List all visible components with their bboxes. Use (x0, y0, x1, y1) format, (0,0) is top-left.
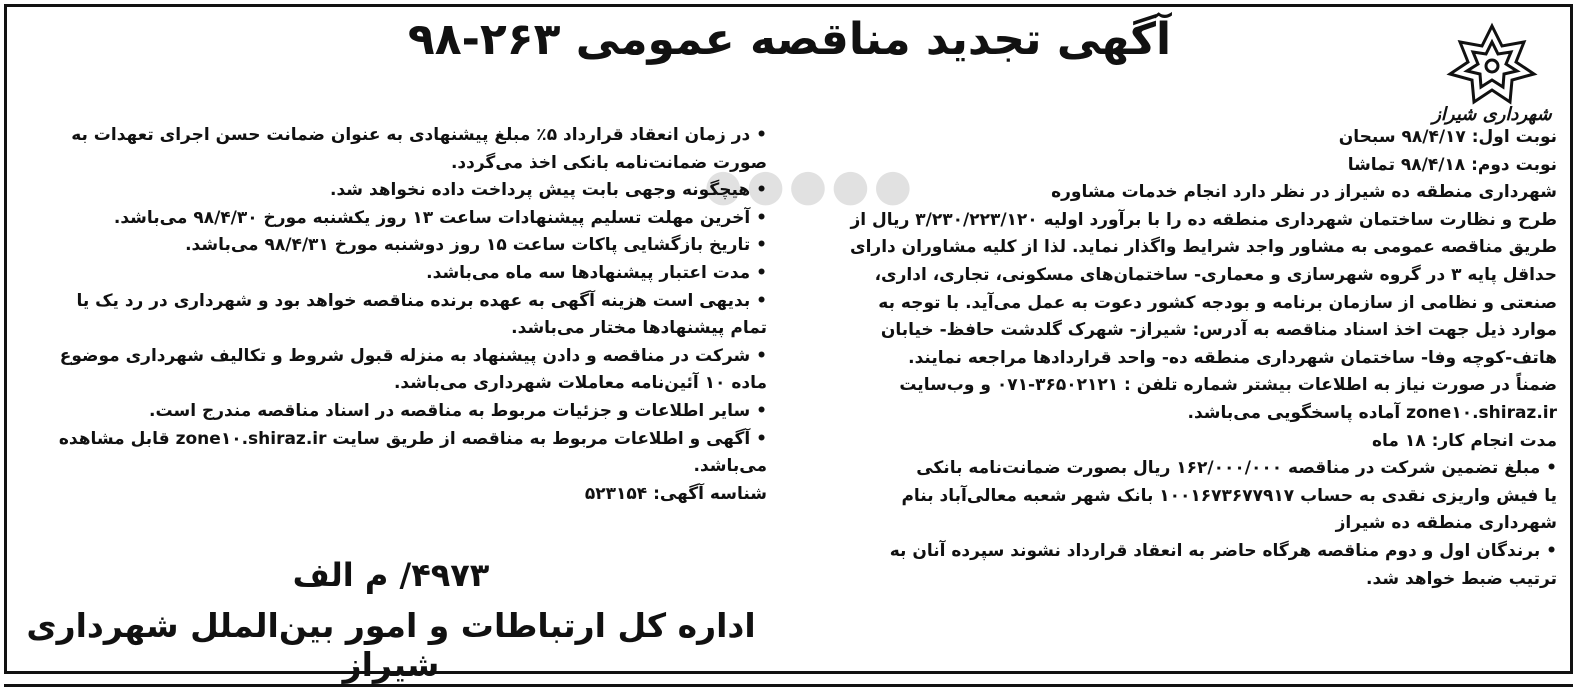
notice-id: شناسه آگهی: ۵۲۳۱۵۴ (584, 483, 767, 504)
condition-line: • بدیهی است هزینه آگهی به عهده برنده مناقصه خواهد بود و شهرداری در رد یک یا (76, 290, 767, 311)
second-publication-line: نوبت دوم: ۹۸/۴/۱۸ تماشا (1347, 154, 1557, 175)
body-line: ضمناً در صورت نیاز به اطلاعات بیشتر شماره تلفن : ۳۶۵۰۲۱۲۱-۰۷۱ و وب‌سایت (899, 375, 1557, 396)
website-line: • آگهی و اطلاعات مربوط به مناقصه از طریق سایت zone۱۰.shiraz.ir قابل مشاهده (58, 428, 767, 449)
office-name: اداره کل ارتباطات و امور بین‌الملل شهرداری شیراز (26, 606, 756, 684)
condition-line: • هیچگونه وجهی بابت پیش پرداخت داده نخواهد شد. (330, 180, 767, 201)
winners-line: • برندگان اول و دوم مناقصه هرگاه حاضر به انعقاد قرارداد نشوند سپرده آنان به (889, 540, 1557, 561)
body-line: هاتف-کوچه وفا- ساختمان شهرداری منطقه ده- واحد قراردادها مراجعه نمایند. (908, 347, 1557, 368)
guarantee-line: • مبلغ تضمین شرکت در مناقصه ۱۶۲/۰۰۰/۰۰۰ ریال بصورت ضمانت‌نامه بانکی (916, 458, 1557, 479)
condition-line: • تاریخ بازگشایی پاکات ساعت ۱۵ روز دوشنبه مورخ ۹۸/۴/۳۱ می‌باشد. (185, 235, 767, 256)
body-line: zone۱۰.shiraz.ir آماده پاسخگویی می‌باشد. (1187, 402, 1557, 423)
condition-line: • شرکت در مناقصه و دادن پیشنهاد به منزله قبول شروط و تکالیف شهرداری موضوع (59, 345, 767, 366)
condition-line: • سایر اطلاعات و جزئیات مربوط به مناقصه در اسناد مناقصه مندرج است. (149, 400, 767, 421)
logo-text: شهرداری شیراز (1432, 104, 1552, 125)
body-line: حداقل پایه ۳ در گروه شهرسازی و معماری- ساختمان‌های مسکونی، تجاری، اداری، (874, 264, 1557, 285)
condition-line: • مدت اعتبار پیشنهادها سه ماه می‌باشد. (426, 262, 767, 283)
reference-number: ۴۹۷۳/ م الف (292, 556, 490, 594)
signature-block (15, 556, 767, 684)
body-line: طرح و نظارت ساختمان شهرداری منطقه ده را با برآورد اولیه ۳/۲۳۰/۲۲۳/۱۲۰ ریال از (850, 209, 1557, 230)
body-line: صنعتی و نظامی از سازمان برنامه و بودجه کشور دعوت به عمل می‌آید. با توجه به (878, 292, 1557, 313)
condition-line: صورت ضمانت‌نامه بانکی اخذ می‌گردد. (450, 152, 767, 173)
body-line: شهرداری منطقه ده شیراز در نظر دارد انجام خدمات مشاوره (1051, 182, 1557, 203)
bottom-divider (4, 684, 1573, 692)
winners-line: ترتیب ضبط خواهد شد. (1366, 568, 1557, 589)
body-line: طریق مناقصه عمومی به مشاور واجد شرایط واگذار نماید. لذا از کلیه مشاوران دارای (850, 237, 1557, 258)
condition-line: • در زمان انعقاد قرارداد ۵٪ مبلغ پیشنهادی به عنوان ضمانت حسن اجرای تعهدات به (71, 125, 767, 145)
notice-title: آگهی تجدید مناقصه عمومی ۲۶۳-۹۸ (407, 14, 1172, 65)
duration-line: مدت انجام کار: ۱۸ ماه (1372, 430, 1557, 451)
first-publication-line: نوبت اول: ۹۸/۴/۱۷ سبحان (1338, 127, 1557, 147)
website-line: می‌باشد. (693, 456, 767, 477)
right-column (782, 124, 1557, 593)
guarantee-line: یا فیش واریزی نقدی به حساب ۱۰۰۱۶۷۳۶۷۷۹۱۷ بانک شهر شعبه معالی‌آباد بنام (901, 485, 1557, 506)
condition-line: تمام پیشنهادها مختار می‌باشد. (511, 318, 767, 339)
condition-line: ماده ۱۰ آئین‌نامه معاملات شهرداری می‌باشد. (393, 373, 767, 394)
condition-line: • آخرین مهلت تسلیم پیشنهادات ساعت ۱۳ روز یکشنبه مورخ ۹۸/۴/۳۰ می‌باشد. (113, 207, 767, 228)
body-line: موارد ذیل جهت اخذ اسناد مناقصه به آدرس: شیراز- شهرک گلدشت حافظ- خیابان (880, 320, 1557, 341)
watermark: ●●●●● (704, 160, 916, 211)
left-column (15, 122, 767, 508)
guarantee-line: شهرداری منطقه ده شیراز (1335, 513, 1557, 534)
